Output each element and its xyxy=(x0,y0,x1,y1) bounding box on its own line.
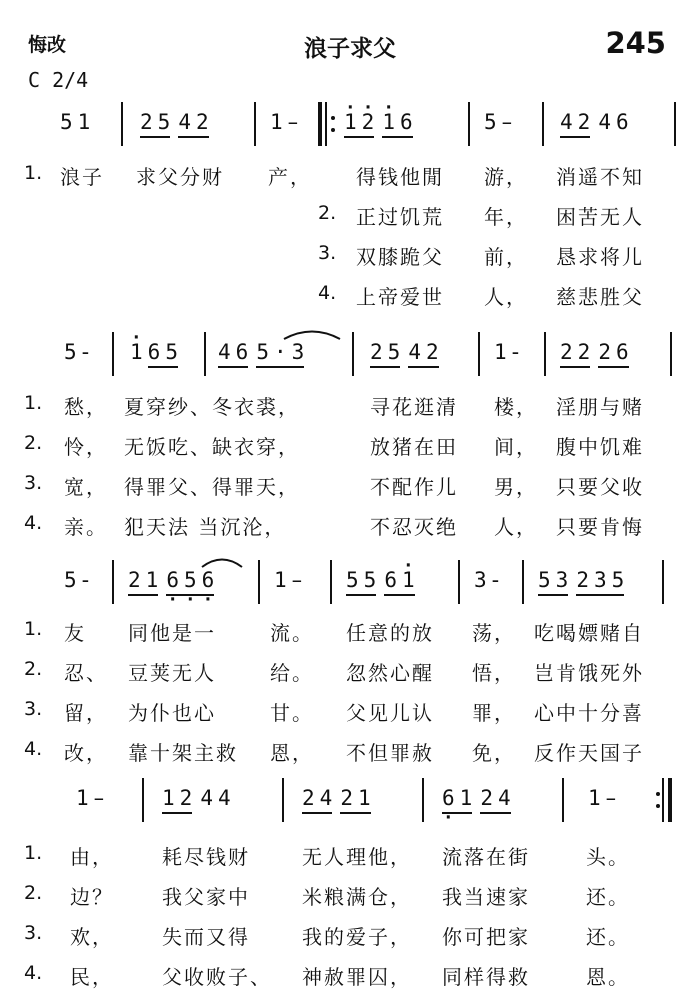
note: 4 xyxy=(319,786,333,810)
lyric-text: 无饭吃、缺衣穿， xyxy=(124,435,300,459)
note: 3 xyxy=(474,568,487,592)
lyric-line xyxy=(0,198,700,232)
beam-group xyxy=(178,110,208,138)
measure xyxy=(128,568,222,602)
note: 1 xyxy=(76,786,89,810)
lyric-text: 民， xyxy=(70,965,114,989)
note: 2 xyxy=(576,568,589,592)
note: - xyxy=(81,340,90,364)
note: 4 xyxy=(218,340,231,364)
measure xyxy=(370,340,447,374)
note: 5 xyxy=(64,340,77,364)
lyric-text: 男， xyxy=(494,475,538,499)
lyric-text: 怜， xyxy=(64,435,108,459)
beam-group xyxy=(302,786,332,814)
beam-group xyxy=(538,568,568,596)
note: 5 · xyxy=(184,568,197,592)
lyric-text: 给。 xyxy=(270,661,314,685)
lyric-text: 忍、 xyxy=(64,661,108,685)
barline xyxy=(522,560,524,604)
note: · 1 xyxy=(130,340,143,364)
verse-number: 3. xyxy=(24,922,43,944)
note: - xyxy=(491,568,500,592)
lyric-text: 楼， xyxy=(494,395,538,419)
barline xyxy=(458,560,460,604)
note: 2 xyxy=(302,786,315,810)
lyric-text: 同样得救 xyxy=(442,965,530,989)
lyric-text: 友 xyxy=(64,621,86,645)
note: 3 xyxy=(555,568,569,592)
note: 2 xyxy=(179,786,193,810)
lyric-text: 不忍灭绝 xyxy=(370,515,458,539)
barline xyxy=(121,102,123,146)
note: 2 xyxy=(425,340,439,364)
beam-group xyxy=(442,786,472,814)
lyric-text: 犯天法 当沉沦， xyxy=(124,515,287,539)
lyric-line xyxy=(0,614,700,648)
lyric-text: 父收败子、 xyxy=(162,965,272,989)
lyric-text: 心中十分喜 xyxy=(534,701,644,725)
verse-number: 3. xyxy=(24,698,43,720)
beam-group xyxy=(340,786,370,814)
beam-group xyxy=(560,340,590,368)
note: · 1 xyxy=(382,110,395,134)
lyric-text: 米粮满仓， xyxy=(302,885,412,909)
key-signature: C 2/4 xyxy=(28,68,89,92)
notation-row xyxy=(0,560,700,604)
lyric-text: 愁， xyxy=(64,395,108,419)
note: · 1 xyxy=(344,110,357,134)
note: – xyxy=(291,568,303,592)
lyric-text: 不配作儿 xyxy=(370,475,458,499)
lyric-line xyxy=(0,158,700,192)
lyric-text: 流。 xyxy=(270,621,314,645)
verse-number: 4. xyxy=(24,512,43,534)
beam-group xyxy=(480,786,510,814)
note: 1 xyxy=(145,568,159,592)
note: – xyxy=(287,110,299,134)
lyric-text: 只要父收 xyxy=(556,475,644,499)
tie-arc xyxy=(200,556,244,568)
note: 6 xyxy=(235,340,249,364)
note: – xyxy=(93,786,105,810)
measure xyxy=(302,786,379,820)
verse-number: 3. xyxy=(318,242,337,264)
lyric-text: 你可把家 xyxy=(442,925,530,949)
note: 4 xyxy=(217,786,231,810)
verse-number: 4. xyxy=(24,962,43,984)
lyric-text: 改， xyxy=(64,741,108,765)
lyric-text: 夏穿纱、冬衣裘， xyxy=(124,395,300,419)
note: - xyxy=(511,340,520,364)
lyric-text: 任意的放 xyxy=(346,621,434,645)
barline xyxy=(562,778,564,822)
measure xyxy=(442,786,519,820)
lyric-text: 无人理他， xyxy=(302,845,412,869)
measure xyxy=(140,110,217,144)
note: 5 xyxy=(60,110,73,134)
lyric-text: 腹中饥难 xyxy=(556,435,644,459)
note: 1 xyxy=(494,340,507,364)
lyric-text: 父见儿认 xyxy=(346,701,434,725)
lyric-text: 游， xyxy=(484,165,528,189)
beam-group xyxy=(408,340,438,368)
lyric-text: 前， xyxy=(484,245,528,269)
measure xyxy=(560,340,637,374)
lyric-text: 我的爱子， xyxy=(302,925,412,949)
note: 6 · xyxy=(442,786,455,810)
barline xyxy=(352,332,354,376)
notation-row xyxy=(0,332,700,376)
verse-number: 1. xyxy=(24,392,43,414)
lyric-text: 流落在街 xyxy=(442,845,530,869)
lyric-line xyxy=(0,468,700,502)
note: 4 xyxy=(560,110,573,134)
lyric-text: 产， xyxy=(268,165,312,189)
lyric-text: 上帝爱世 xyxy=(356,285,444,309)
beam-group xyxy=(382,110,412,138)
beam-group xyxy=(560,110,590,138)
barline xyxy=(142,778,144,822)
lyric-text: 豆荚无人 xyxy=(128,661,216,685)
notation-row xyxy=(0,778,700,822)
lyric-text: 还。 xyxy=(586,925,630,949)
note: 5 xyxy=(611,568,625,592)
category-label: 悔改 xyxy=(28,34,67,56)
lyric-text: 恳求将儿 xyxy=(556,245,644,269)
note: 2 xyxy=(128,568,141,592)
note: 3 xyxy=(291,340,305,364)
barline xyxy=(258,560,260,604)
lyric-text: 双膝跪父 xyxy=(356,245,444,269)
measure xyxy=(588,786,621,820)
lyric-text: 人， xyxy=(494,515,538,539)
barline xyxy=(674,102,676,146)
note: 5 xyxy=(484,110,497,134)
lyric-text: 神赦罪囚， xyxy=(302,965,412,989)
note: 6 xyxy=(384,568,397,592)
measure xyxy=(130,340,186,374)
lyric-text: 靠十架主救 xyxy=(128,741,238,765)
lyric-text: 只要肯悔 xyxy=(556,515,644,539)
verse-number: 2. xyxy=(24,882,43,904)
lyric-text: 留， xyxy=(64,701,108,725)
barline xyxy=(468,102,470,146)
lyric-text: 年， xyxy=(484,205,528,229)
lyric-text: 我父家中 xyxy=(162,885,250,909)
measure xyxy=(64,340,94,374)
note: 6 · xyxy=(202,568,215,592)
measure xyxy=(560,110,634,144)
note: 5 xyxy=(157,110,171,134)
verse-number: 2. xyxy=(24,432,43,454)
lyric-text: 岂肯饿死外 xyxy=(534,661,644,685)
verse-number: 1. xyxy=(24,618,43,640)
note: – xyxy=(605,786,617,810)
measure xyxy=(274,568,307,602)
beam-group xyxy=(148,340,178,368)
lyric-line xyxy=(0,508,700,542)
measure xyxy=(538,568,632,602)
note: 2 xyxy=(340,786,353,810)
measure xyxy=(344,110,421,144)
lyric-text: 消遥不知 xyxy=(556,165,644,189)
note: 1 xyxy=(274,568,287,592)
note: 2 xyxy=(195,110,209,134)
verse-number: 1. xyxy=(24,842,43,864)
lyric-line xyxy=(0,278,700,312)
measure xyxy=(218,340,312,374)
lyric-text: 放猪在田 xyxy=(370,435,458,459)
lyric-text: 甘。 xyxy=(270,701,314,725)
lyric-text: 恩。 xyxy=(586,965,630,989)
beam-group xyxy=(256,340,304,368)
verse-number: 4. xyxy=(318,282,337,304)
note: 1 xyxy=(459,786,473,810)
lyric-line xyxy=(0,878,700,912)
verse-number: 2. xyxy=(318,202,337,224)
barline xyxy=(204,332,206,376)
barline xyxy=(330,560,332,604)
lyric-text: 亲。 xyxy=(64,515,108,539)
hymn-title: 浪子求父 xyxy=(304,36,396,62)
barline xyxy=(254,102,256,146)
measure xyxy=(60,110,95,144)
note: – xyxy=(501,110,513,134)
lyric-line xyxy=(0,428,700,462)
verse-number: 3. xyxy=(24,472,43,494)
lyric-text: 慈悲胜父 xyxy=(556,285,644,309)
lyric-text: 头。 xyxy=(586,845,630,869)
measure xyxy=(494,340,524,374)
beam-group xyxy=(162,786,192,814)
measure xyxy=(76,786,109,820)
beam-group xyxy=(346,568,376,596)
lyric-text: 同他是一 xyxy=(128,621,216,645)
lyric-text: 罪， xyxy=(472,701,516,725)
lyric-line xyxy=(0,654,700,688)
note: 4 xyxy=(200,786,213,810)
note: 1 xyxy=(270,110,283,134)
lyric-text: 人， xyxy=(484,285,528,309)
lyric-text: 欢， xyxy=(70,925,114,949)
barline xyxy=(112,332,114,376)
note: 4 xyxy=(598,110,611,134)
verse-number: 2. xyxy=(24,658,43,680)
lyric-text: 间， xyxy=(494,435,538,459)
note: 4 xyxy=(408,340,421,364)
lyric-text: 还。 xyxy=(586,885,630,909)
barline xyxy=(670,332,672,376)
note: 6 xyxy=(147,340,161,364)
verse-number: 4. xyxy=(24,738,43,760)
beam-group xyxy=(166,568,214,596)
lyric-text: 悟， xyxy=(472,661,516,685)
note: 5 xyxy=(363,568,377,592)
lyric-text: 边？ xyxy=(70,885,114,909)
note: · 1 xyxy=(402,568,415,592)
lyric-text: 困苦无人 xyxy=(556,205,644,229)
barline xyxy=(422,778,424,822)
lyric-text: 失而又得 xyxy=(162,925,250,949)
note: 5 xyxy=(538,568,551,592)
lyric-text: 反作天国子 xyxy=(534,741,644,765)
note: 5 xyxy=(256,340,269,364)
note: 3 xyxy=(593,568,607,592)
lyric-text: 吃喝嫖赌自 xyxy=(534,621,644,645)
beam-group xyxy=(384,568,414,596)
beam-group xyxy=(140,110,170,138)
lyric-text: 忽然心醒 xyxy=(346,661,434,685)
beam-group xyxy=(344,110,374,138)
lyric-line xyxy=(0,838,700,872)
lyric-text: 寻花逛清 xyxy=(370,395,458,419)
note: 2 xyxy=(560,340,573,364)
note: · xyxy=(273,340,287,364)
note: 1 xyxy=(588,786,601,810)
note: 4 xyxy=(178,110,191,134)
note: 2 xyxy=(598,340,611,364)
lyric-text: 免， xyxy=(472,741,516,765)
beam-group xyxy=(598,340,628,368)
note: 5 xyxy=(346,568,359,592)
lyric-line xyxy=(0,958,700,992)
lyric-text: 我当速家 xyxy=(442,885,530,909)
note: 1 xyxy=(162,786,175,810)
lyric-text: 得罪父、得罪天， xyxy=(124,475,300,499)
lyric-text: 由， xyxy=(70,845,114,869)
barline xyxy=(478,332,480,376)
note: 2 xyxy=(577,340,591,364)
barline xyxy=(282,778,284,822)
measure xyxy=(346,568,423,602)
lyric-text: 耗尽钱财 xyxy=(162,845,250,869)
note: · 2 xyxy=(362,110,375,134)
note: 5 xyxy=(165,340,178,364)
measure xyxy=(64,568,94,602)
lyric-line xyxy=(0,734,700,768)
beam-group xyxy=(576,568,624,596)
lyric-text: 荡， xyxy=(472,621,516,645)
note: 2 xyxy=(577,110,591,134)
note: 2 xyxy=(480,786,493,810)
note: 1 xyxy=(77,110,91,134)
lyric-line xyxy=(0,238,700,272)
note: 2 xyxy=(140,110,153,134)
lyric-text: 浪子 xyxy=(60,165,104,189)
verse-number: 1. xyxy=(24,162,43,184)
measure xyxy=(474,568,504,602)
barline xyxy=(112,560,114,604)
note: 5 xyxy=(64,568,77,592)
barline xyxy=(544,332,546,376)
hymn-number: 245 xyxy=(605,26,666,60)
lyric-text: 求父分财 xyxy=(136,165,224,189)
note: 6 xyxy=(615,110,629,134)
lyric-text: 为仆也心 xyxy=(128,701,216,725)
note: 2 xyxy=(370,340,383,364)
note: 6 xyxy=(399,110,413,134)
beam-group xyxy=(218,340,248,368)
beam-group xyxy=(128,568,158,596)
lyric-line xyxy=(0,918,700,952)
note: - xyxy=(81,568,90,592)
notation-row xyxy=(0,102,700,146)
lyric-text: 正过饥荒 xyxy=(356,205,444,229)
lyric-line xyxy=(0,694,700,728)
lyric-text: 恩， xyxy=(270,741,314,765)
note: 4 xyxy=(497,786,511,810)
lyric-text: 不但罪赦 xyxy=(346,741,434,765)
lyric-line xyxy=(0,388,700,422)
lyric-text: 淫朋与赌 xyxy=(556,395,644,419)
barline xyxy=(542,102,544,146)
lyric-text: 宽， xyxy=(64,475,108,499)
barline xyxy=(662,560,664,604)
beam-group xyxy=(370,340,400,368)
lyric-text: 得钱他閒 xyxy=(356,165,444,189)
measure xyxy=(162,786,236,820)
measure xyxy=(484,110,517,144)
note: 1 xyxy=(357,786,371,810)
note: 6 · xyxy=(166,568,179,592)
measure xyxy=(270,110,303,144)
note: 5 xyxy=(387,340,401,364)
note: 6 xyxy=(615,340,629,364)
tie-arc xyxy=(282,328,342,340)
